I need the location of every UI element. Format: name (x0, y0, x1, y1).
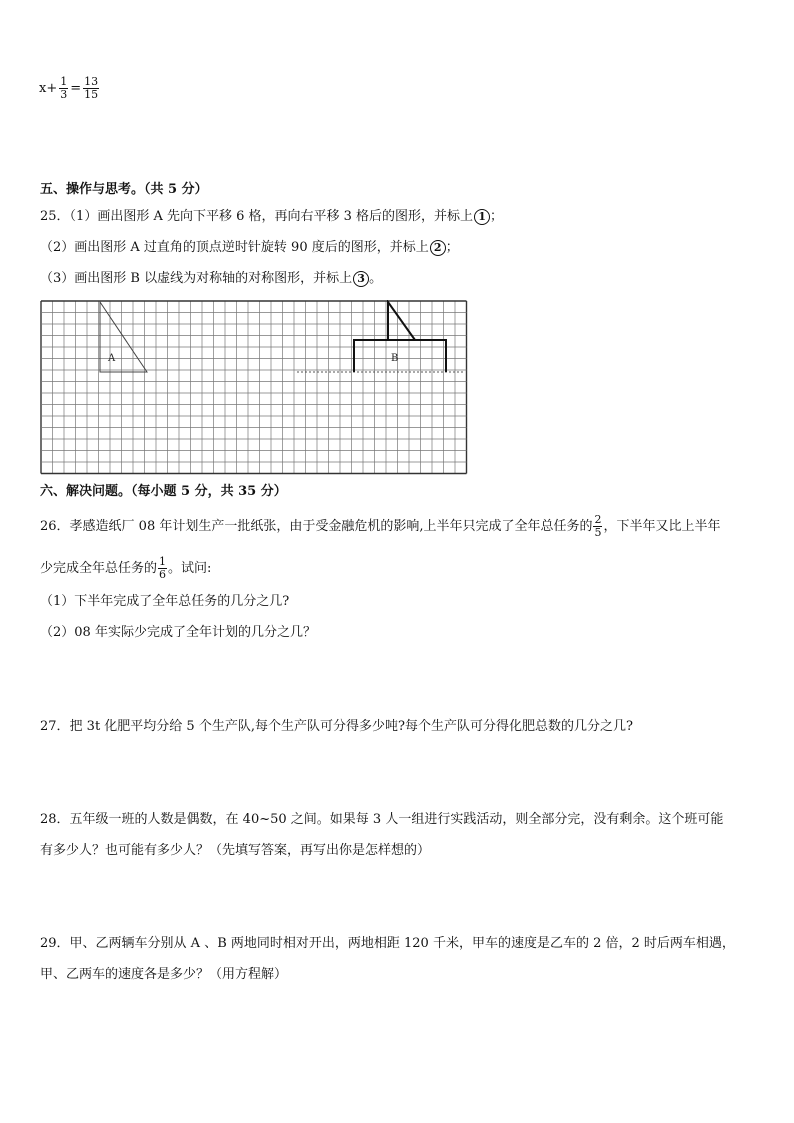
equals-sign: = (70, 81, 82, 96)
fraction-numerator: 13 (84, 75, 99, 88)
q25-3-text: （3）画出图形 B 以虚线为对称轴的对称图形，并标上 (40, 271, 353, 286)
q26-line1-tail: ，下半年又比上半年 (603, 519, 721, 534)
equation-fraction-one-third (59, 76, 68, 101)
q25-3-suffix: 。 (369, 271, 383, 286)
fraction-numerator: 2 (594, 513, 602, 526)
q25-1-text: 25．（1）画出图形 A 先向下平移 6 格，再向右平移 3 格后的图形，并标上 (40, 209, 474, 224)
question-29-line1: 29．甲、乙两辆车分别从 A 、B 两地同时相对开出，两地相距 120 千米，甲车的速度是乙车的 2 倍，2 时后两车相遇， (40, 936, 735, 951)
question-28-line1: 28．五年级一班的人数是偶数，在 40~50 之间。如果每 3 人一组进行实践活动，则全部分完，没有剩余。这个班可能 (40, 812, 724, 827)
circled-number-2: 2 (430, 240, 446, 256)
circled-number-1: 1 (474, 209, 490, 225)
question-25-part1 (40, 208, 503, 226)
fraction-two-fifths (593, 514, 602, 539)
q25-1-suffix: ； (490, 209, 504, 224)
q26-line2-tail: 。试问: (168, 561, 212, 576)
grid-figure (40, 300, 470, 480)
q26-line2-text: 少完成全年总任务的 (40, 561, 158, 576)
question-25-part3 (40, 270, 382, 288)
equation (38, 76, 100, 101)
fraction-denominator: 5 (594, 526, 602, 539)
q25-2-suffix: ； (445, 240, 459, 255)
fraction-denominator: 15 (84, 88, 99, 101)
fraction-denominator: 6 (159, 568, 167, 581)
question-26-line2 (40, 556, 211, 581)
question-27: 27．把 3t 化肥平均分给 5 个生产队,每个生产队可分得多少吨?每个生产队可分得化肥总数的几分之几? (40, 719, 633, 734)
equation-lhs: x+ (39, 81, 58, 96)
q25-2-text: （2）画出图形 A 过直角的顶点逆时针旋转 90 度后的图形，并标上 (40, 240, 429, 255)
section6-heading: 六、解决问题。（每小题 5 分，共 35 分） (40, 484, 287, 499)
shape-b-triangle (388, 302, 415, 340)
section5-heading: 五、操作与思考。（共 5 分） (40, 182, 208, 197)
question-26-line1 (40, 514, 721, 539)
question-28-line2: 有多少人？也可能有多少人？（先填写答案，再写出你是怎样想的） (40, 843, 431, 858)
fraction-numerator: 1 (60, 75, 68, 88)
question-25-part2 (40, 239, 459, 257)
grid-lines (41, 301, 467, 474)
shape-a-label: A (108, 353, 116, 364)
shape-b-label: B (391, 353, 399, 364)
circled-number-3: 3 (353, 271, 369, 287)
equation-fraction-13-15 (83, 76, 99, 101)
fraction-numerator: 1 (159, 555, 167, 568)
question-29-line2: 甲、乙两车的速度各是多少？（用方程解） (40, 967, 288, 982)
q26-line1-text: 26．孝感造纸厂 08 年计划生产一批纸张，由于受金融危机的影响,上半年只完成了全年总任务的 (40, 519, 593, 534)
fraction-one-sixth (158, 556, 167, 581)
fraction-denominator: 3 (60, 88, 68, 101)
question-26-sub1: （1）下半年完成了全年总任务的几分之几? (40, 594, 290, 609)
question-26-sub2: （2）08 年实际少完成了全年计划的几分之几？ (40, 625, 316, 640)
